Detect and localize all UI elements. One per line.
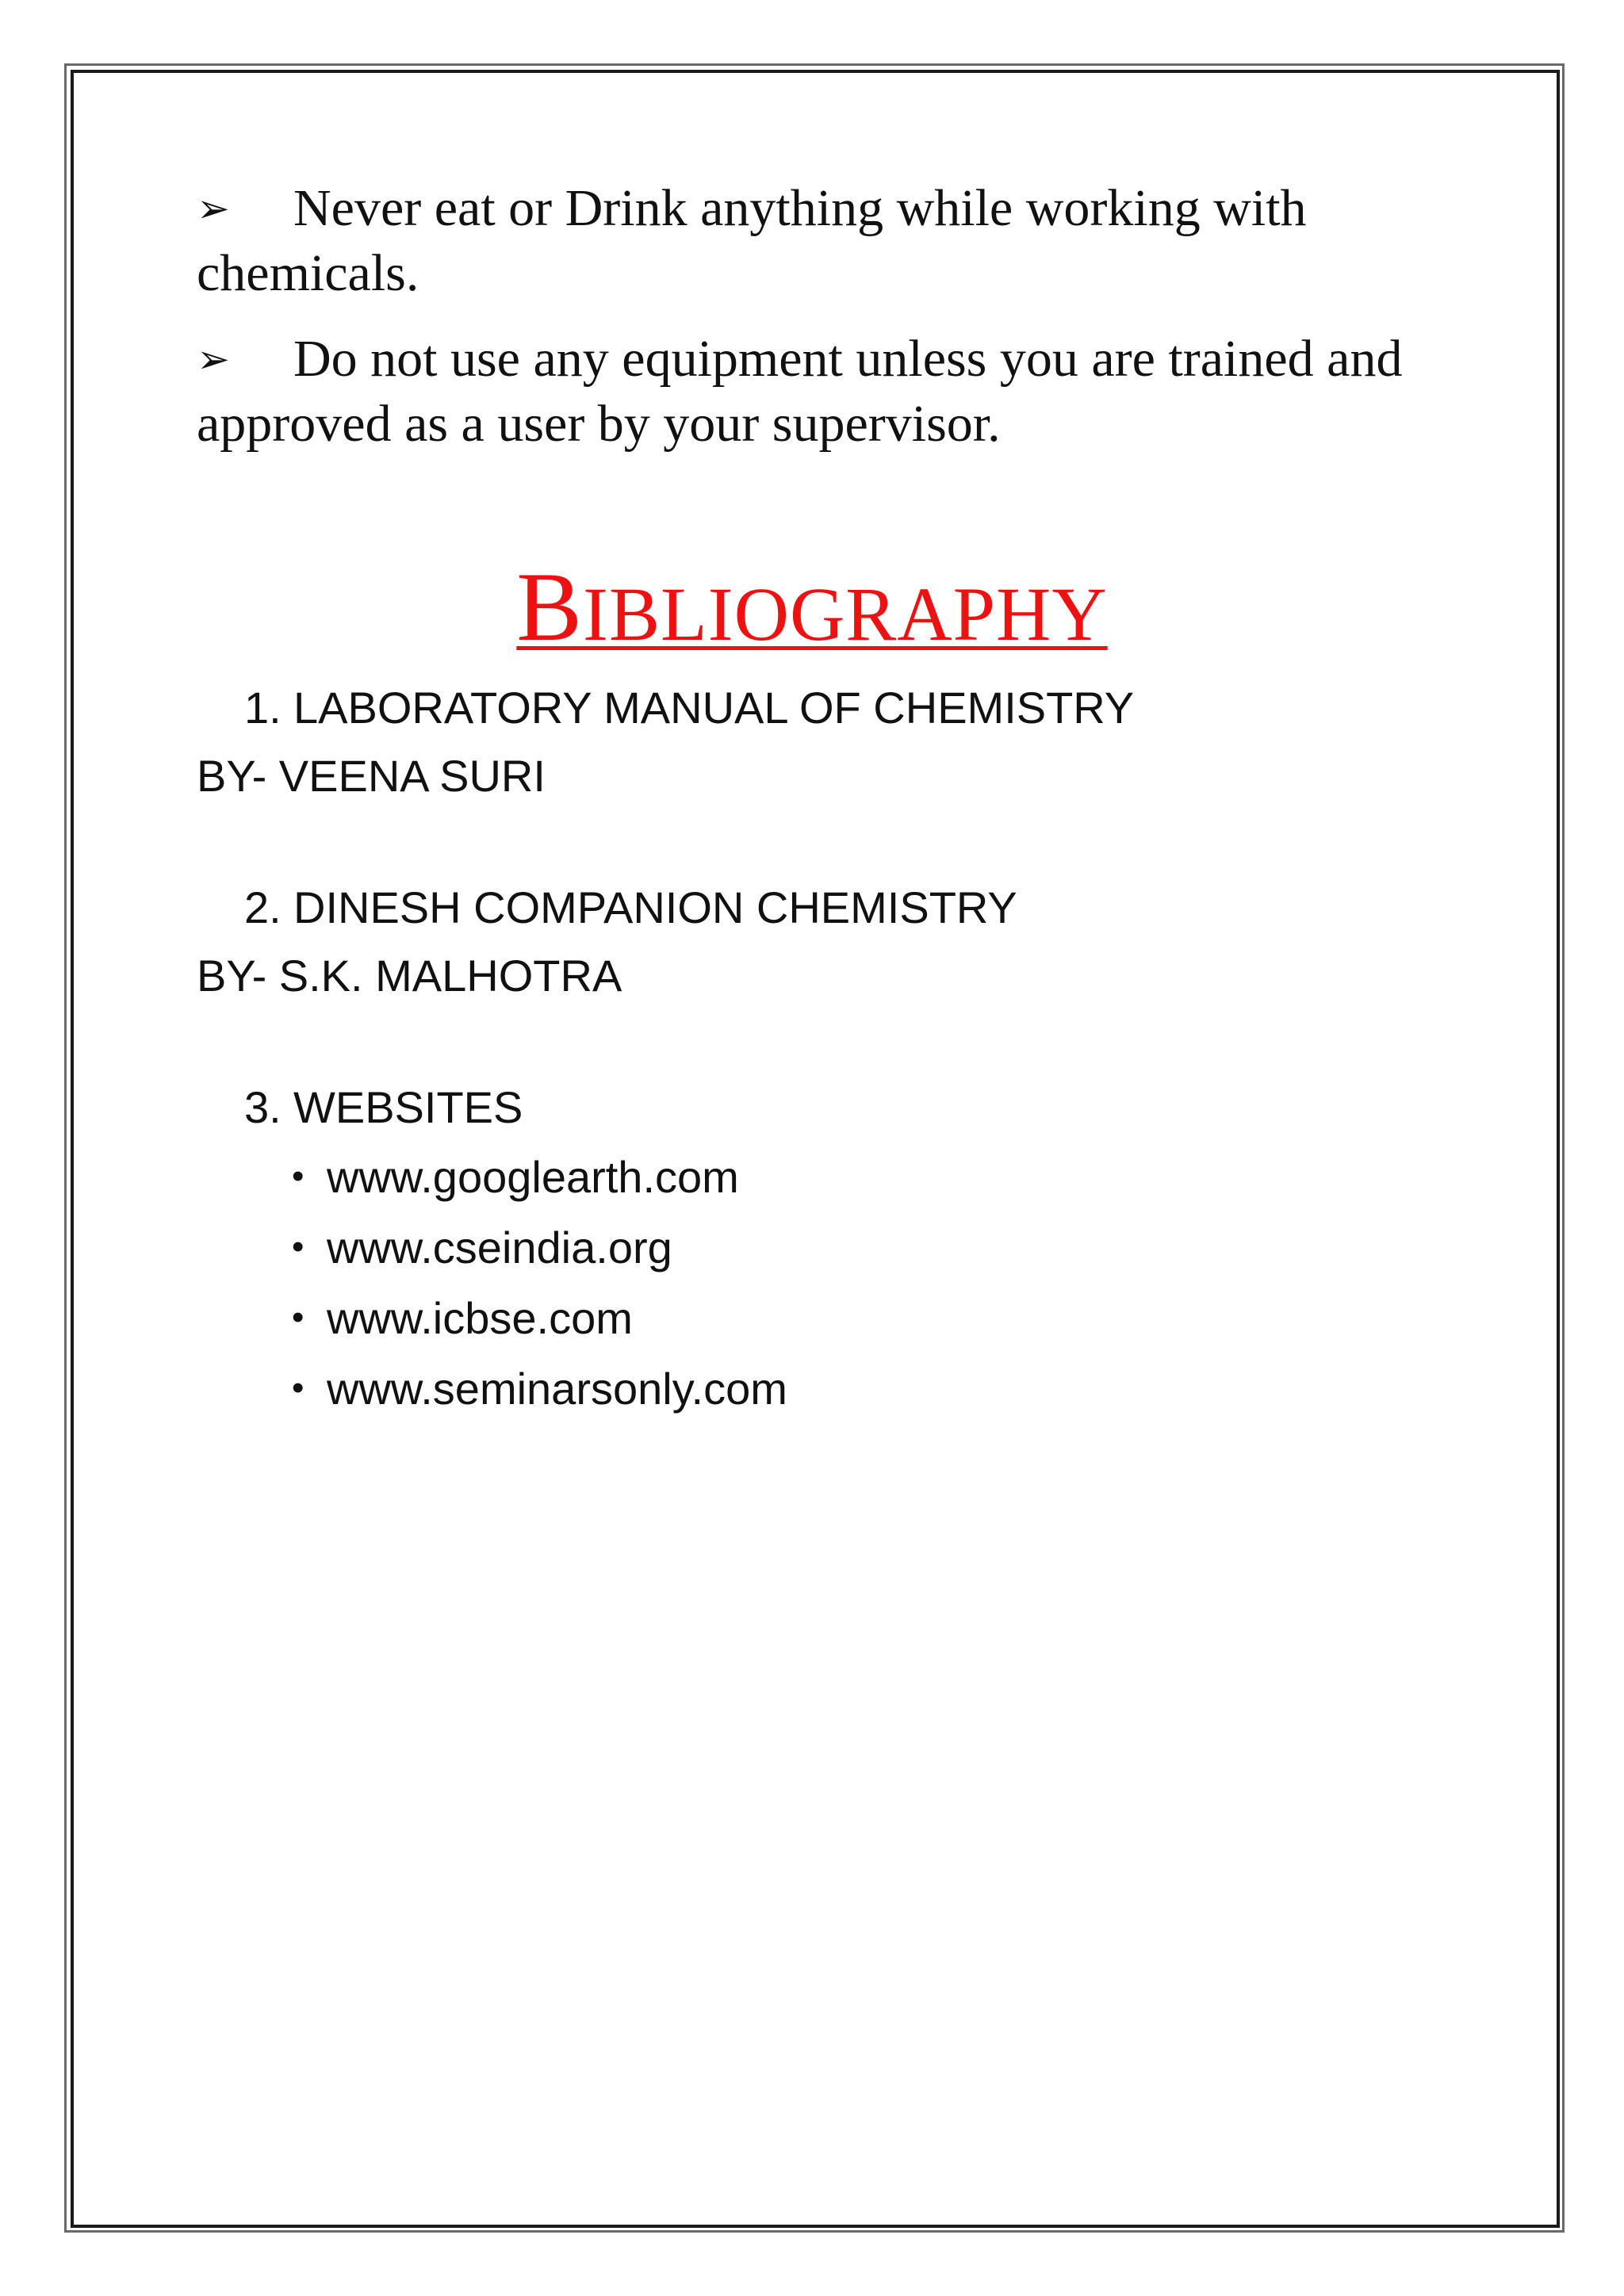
safety-rule: [197, 176, 1434, 306]
website-list-item: [292, 1353, 1434, 1424]
website-list-item: [292, 1142, 1434, 1212]
entry-title: DINESH COMPANION CHEMISTRY: [293, 882, 1017, 932]
entry-title-line: [197, 674, 1434, 742]
bullet-dot-icon: •: [292, 1298, 304, 1337]
bibliography-entry: [197, 1073, 1434, 1424]
entry-author: BY- VEENA SURI: [197, 751, 546, 801]
page-title: [516, 553, 1108, 661]
website-link: www.icbse.com: [327, 1293, 633, 1343]
website-link: www.cseindia.org: [327, 1223, 672, 1272]
safety-rule-text: Do not use any equipment unless you are trained and approved as a user by your supervisor.: [197, 330, 1403, 453]
bibliography-entry: [197, 674, 1434, 810]
entry-title: LABORATORY MANUAL OF CHEMISTRY: [293, 683, 1135, 733]
entry-title-line: [197, 874, 1434, 942]
entry-number: 3.: [244, 1082, 282, 1132]
page-title-rest: IBLIOGRAPHY: [583, 572, 1108, 656]
website-list-item: [292, 1212, 1434, 1283]
website-link: www.googlearth.com: [327, 1152, 739, 1202]
website-list: [197, 1142, 1434, 1424]
heading-wrapper: [0, 553, 1624, 661]
website-link: www.seminarsonly.com: [327, 1364, 787, 1414]
bibliography-list: [197, 674, 1434, 1424]
page-content: [197, 176, 1434, 1424]
entry-title: WEBSITES: [293, 1082, 523, 1132]
bullet-dot-icon: •: [292, 1157, 304, 1196]
safety-rule-text: Never eat or Drink anything while working with chemicals.: [197, 179, 1307, 302]
entry-title-line: [197, 1073, 1434, 1142]
arrow-bullet-icon: ➢: [197, 186, 230, 232]
entry-author: BY- S.K. MALHOTRA: [197, 951, 622, 1001]
entry-number: 2.: [244, 882, 282, 932]
website-list-item: [292, 1283, 1434, 1353]
bibliography-entry: [197, 874, 1434, 1010]
safety-rule: [197, 327, 1434, 457]
bullet-dot-icon: •: [292, 1368, 304, 1407]
bullet-dot-icon: •: [292, 1227, 304, 1266]
page-title-initial: B: [516, 553, 584, 661]
entry-number: 1.: [244, 683, 282, 733]
arrow-bullet-icon: ➢: [197, 336, 230, 382]
